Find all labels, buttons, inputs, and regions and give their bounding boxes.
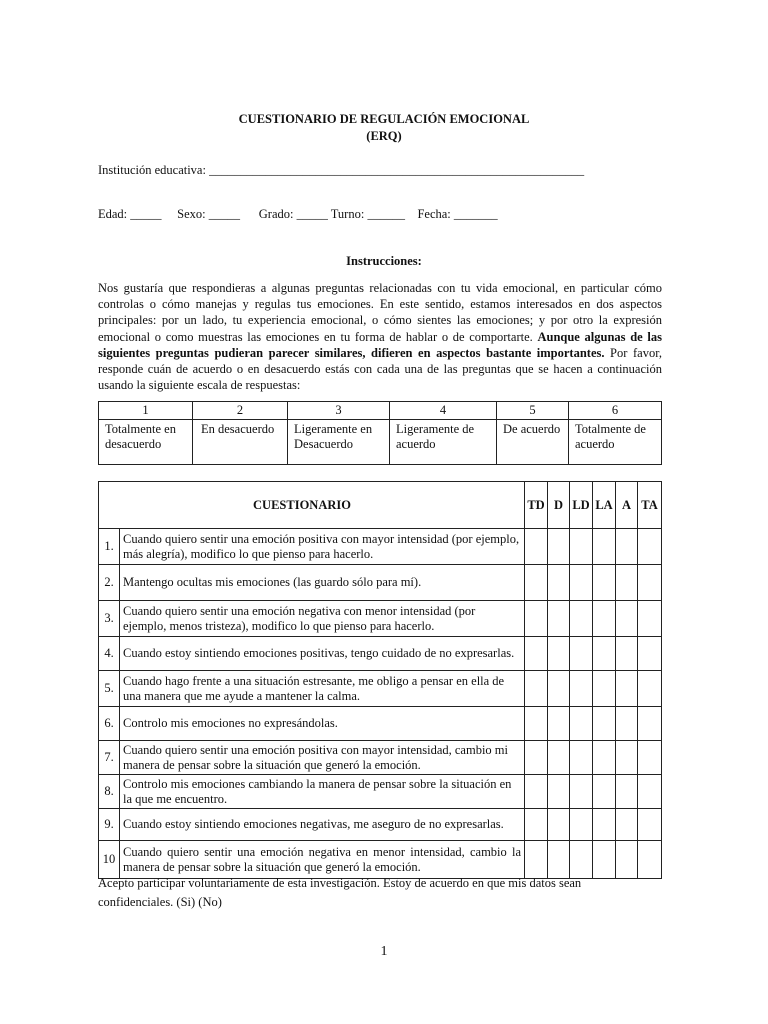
answer-cell-d[interactable] bbox=[548, 707, 570, 741]
answer-cell-a[interactable] bbox=[616, 809, 638, 841]
scale-label-row bbox=[99, 420, 662, 465]
scale-number: 2 bbox=[193, 402, 288, 420]
answer-cell-ta[interactable] bbox=[638, 775, 662, 809]
answer-cell-d[interactable] bbox=[548, 775, 570, 809]
question-text: Cuando estoy sintiendo emociones positivas, tengo cuidado de no expresarlas. bbox=[120, 637, 525, 671]
question-number: 3. bbox=[99, 601, 120, 637]
answer-cell-d[interactable] bbox=[548, 529, 570, 565]
column-header-d: D bbox=[548, 482, 570, 529]
question-row bbox=[99, 741, 662, 775]
document-subtitle: (ERQ) bbox=[366, 129, 402, 143]
scale-number: 3 bbox=[288, 402, 390, 420]
answer-cell-la[interactable] bbox=[593, 707, 616, 741]
instructions-text-start: Nos gustaría que respondieras a algunas preguntas relacionadas con tu vida emocional, en particular cómo controlas o cómo manejas y regulas tus emociones. En este sentido, estamos interesados en dos aspectos principales: por un lado, tu experiencia emocional, o cómo sientes las emociones; y por otro la expresión emocional o como muestras las emociones en tu forma de hablar o de comportarte. bbox=[98, 281, 662, 344]
column-header-la: LA bbox=[593, 482, 616, 529]
answer-cell-la[interactable] bbox=[593, 841, 616, 879]
scale-number: 4 bbox=[390, 402, 497, 420]
question-text: Cuando quiero sentir una emoción positiva con mayor intensidad (por ejemplo, más alegría), modifico lo que pienso para hacerlo. bbox=[120, 529, 525, 565]
answer-cell-ta[interactable] bbox=[638, 565, 662, 601]
answer-cell-ta[interactable] bbox=[638, 741, 662, 775]
answer-cell-td[interactable] bbox=[525, 671, 548, 707]
question-number: 10 bbox=[99, 841, 120, 879]
answer-cell-ld[interactable] bbox=[570, 707, 593, 741]
question-row bbox=[99, 841, 662, 879]
question-row bbox=[99, 707, 662, 741]
answer-cell-a[interactable] bbox=[616, 601, 638, 637]
column-header-td: TD bbox=[525, 482, 548, 529]
answer-cell-td[interactable] bbox=[525, 707, 548, 741]
scale-number: 6 bbox=[569, 402, 662, 420]
scale-label: De acuerdo bbox=[497, 420, 569, 465]
answer-cell-td[interactable] bbox=[525, 741, 548, 775]
institution-field: Institución educativa: ____________________________________________________________ bbox=[98, 163, 585, 177]
answer-cell-la[interactable] bbox=[593, 809, 616, 841]
answer-cell-la[interactable] bbox=[593, 775, 616, 809]
answer-cell-ld[interactable] bbox=[570, 565, 593, 601]
response-scale-table bbox=[98, 401, 662, 465]
answer-cell-ta[interactable] bbox=[638, 707, 662, 741]
scale-number-row bbox=[99, 402, 662, 420]
question-text: Cuando hago frente a una situación estresante, me obligo a pensar en ella de una manera que me ayude a mantener la calma. bbox=[120, 671, 525, 707]
answer-cell-td[interactable] bbox=[525, 809, 548, 841]
instructions-text bbox=[98, 280, 662, 393]
question-row bbox=[99, 809, 662, 841]
answer-cell-ld[interactable] bbox=[570, 529, 593, 565]
scale-label: Ligeramente de acuerdo bbox=[390, 420, 497, 465]
answer-cell-a[interactable] bbox=[616, 775, 638, 809]
answer-cell-d[interactable] bbox=[548, 601, 570, 637]
question-number: 8. bbox=[99, 775, 120, 809]
answer-cell-a[interactable] bbox=[616, 529, 638, 565]
answer-cell-la[interactable] bbox=[593, 565, 616, 601]
question-row bbox=[99, 637, 662, 671]
questionnaire-header-row bbox=[99, 482, 662, 529]
question-row bbox=[99, 601, 662, 637]
answer-cell-ta[interactable] bbox=[638, 637, 662, 671]
answer-cell-td[interactable] bbox=[525, 601, 548, 637]
instructions-heading: Instrucciones: bbox=[346, 254, 422, 268]
answer-cell-d[interactable] bbox=[548, 809, 570, 841]
instructions-text-end: Por favor, responde cuán de acuerdo o en desacuerdo estás con cada una de las preguntas que se hacen a continuación usando la siguiente escala de respuestas: bbox=[98, 345, 662, 393]
scale-label: Totalmente de acuerdo bbox=[569, 420, 662, 465]
question-text: Cuando quiero sentir una emoción negativa en menor intensidad, cambio la manera de pensar sobre la situación que generó la emoción. bbox=[120, 841, 525, 879]
answer-cell-d[interactable] bbox=[548, 637, 570, 671]
answer-cell-ta[interactable] bbox=[638, 671, 662, 707]
answer-cell-td[interactable] bbox=[525, 841, 548, 879]
scale-label: Ligeramente en Desacuerdo bbox=[288, 420, 390, 465]
answer-cell-ta[interactable] bbox=[638, 529, 662, 565]
answer-cell-ta[interactable] bbox=[638, 809, 662, 841]
question-number: 6. bbox=[99, 707, 120, 741]
personal-data-fields: Edad: _____ Sexo: _____ Grado: _____ Turno: ______ Fecha: _______ bbox=[98, 207, 498, 221]
document-title: CUESTIONARIO DE REGULACIÓN EMOCIONAL bbox=[238, 112, 530, 126]
scale-label: En desacuerdo bbox=[193, 420, 288, 465]
question-row bbox=[99, 529, 662, 565]
answer-cell-ld[interactable] bbox=[570, 775, 593, 809]
column-header-ld: LD bbox=[570, 482, 593, 529]
column-header-ta: TA bbox=[638, 482, 662, 529]
page-number: 1 bbox=[380, 944, 388, 959]
scale-label: Totalmente en desacuerdo bbox=[99, 420, 193, 465]
question-text: Cuando quiero sentir una emoción negativa con menor intensidad (por ejemplo, menos tristeza), modifico lo que pienso para hacerlo. bbox=[120, 601, 525, 637]
answer-cell-a[interactable] bbox=[616, 671, 638, 707]
answer-cell-ta[interactable] bbox=[638, 601, 662, 637]
answer-cell-td[interactable] bbox=[525, 529, 548, 565]
questionnaire-title: CUESTIONARIO bbox=[99, 482, 525, 529]
scale-number: 1 bbox=[99, 402, 193, 420]
answer-cell-la[interactable] bbox=[593, 741, 616, 775]
answer-cell-ld[interactable] bbox=[570, 637, 593, 671]
answer-cell-ta[interactable] bbox=[638, 841, 662, 879]
question-number: 5. bbox=[99, 671, 120, 707]
question-number: 1. bbox=[99, 529, 120, 565]
answer-cell-td[interactable] bbox=[525, 637, 548, 671]
answer-cell-a[interactable] bbox=[616, 637, 638, 671]
consent-text: Acepto participar voluntariamente de esta investigación. Estoy de acuerdo en que mis datos sean confidenciales. (Si) (No) bbox=[98, 876, 582, 909]
question-number: 2. bbox=[99, 565, 120, 601]
answer-cell-a[interactable] bbox=[616, 841, 638, 879]
answer-cell-la[interactable] bbox=[593, 637, 616, 671]
question-text: Cuando estoy sintiendo emociones negativas, me aseguro de no expresarlas. bbox=[120, 809, 525, 841]
answer-cell-la[interactable] bbox=[593, 671, 616, 707]
question-row bbox=[99, 565, 662, 601]
answer-cell-ld[interactable] bbox=[570, 841, 593, 879]
answer-cell-d[interactable] bbox=[548, 671, 570, 707]
answer-cell-a[interactable] bbox=[616, 741, 638, 775]
answer-cell-a[interactable] bbox=[616, 707, 638, 741]
answer-cell-ld[interactable] bbox=[570, 809, 593, 841]
question-number: 9. bbox=[99, 809, 120, 841]
answer-cell-d[interactable] bbox=[548, 565, 570, 601]
question-number: 4. bbox=[99, 637, 120, 671]
answer-cell-d[interactable] bbox=[548, 741, 570, 775]
scale-number: 5 bbox=[497, 402, 569, 420]
question-text: Mantengo ocultas mis emociones (las guardo sólo para mí). bbox=[120, 565, 525, 601]
answer-cell-a[interactable] bbox=[616, 565, 638, 601]
question-number: 7. bbox=[99, 741, 120, 775]
question-text: Controlo mis emociones no expresándolas. bbox=[120, 707, 525, 741]
instructions-text-bold: Aunque algunas de las siguientes preguntas pudieran parecer similares, difieren en aspectos bastante importantes. bbox=[98, 329, 662, 360]
question-row bbox=[99, 671, 662, 707]
answer-cell-la[interactable] bbox=[593, 529, 616, 565]
answer-cell-ld[interactable] bbox=[570, 601, 593, 637]
answer-cell-la[interactable] bbox=[593, 601, 616, 637]
answer-cell-td[interactable] bbox=[525, 565, 548, 601]
question-row bbox=[99, 775, 662, 809]
questionnaire-table bbox=[98, 481, 662, 879]
answer-cell-d[interactable] bbox=[548, 841, 570, 879]
answer-cell-td[interactable] bbox=[525, 775, 548, 809]
question-text: Controlo mis emociones cambiando la manera de pensar sobre la situación en la que me encuentro. bbox=[120, 775, 525, 809]
question-text: Cuando quiero sentir una emoción positiva con mayor intensidad, cambio mi manera de pensar sobre la situación que generó la emoción. bbox=[120, 741, 525, 775]
answer-cell-ld[interactable] bbox=[570, 741, 593, 775]
answer-cell-ld[interactable] bbox=[570, 671, 593, 707]
column-header-a: A bbox=[616, 482, 638, 529]
